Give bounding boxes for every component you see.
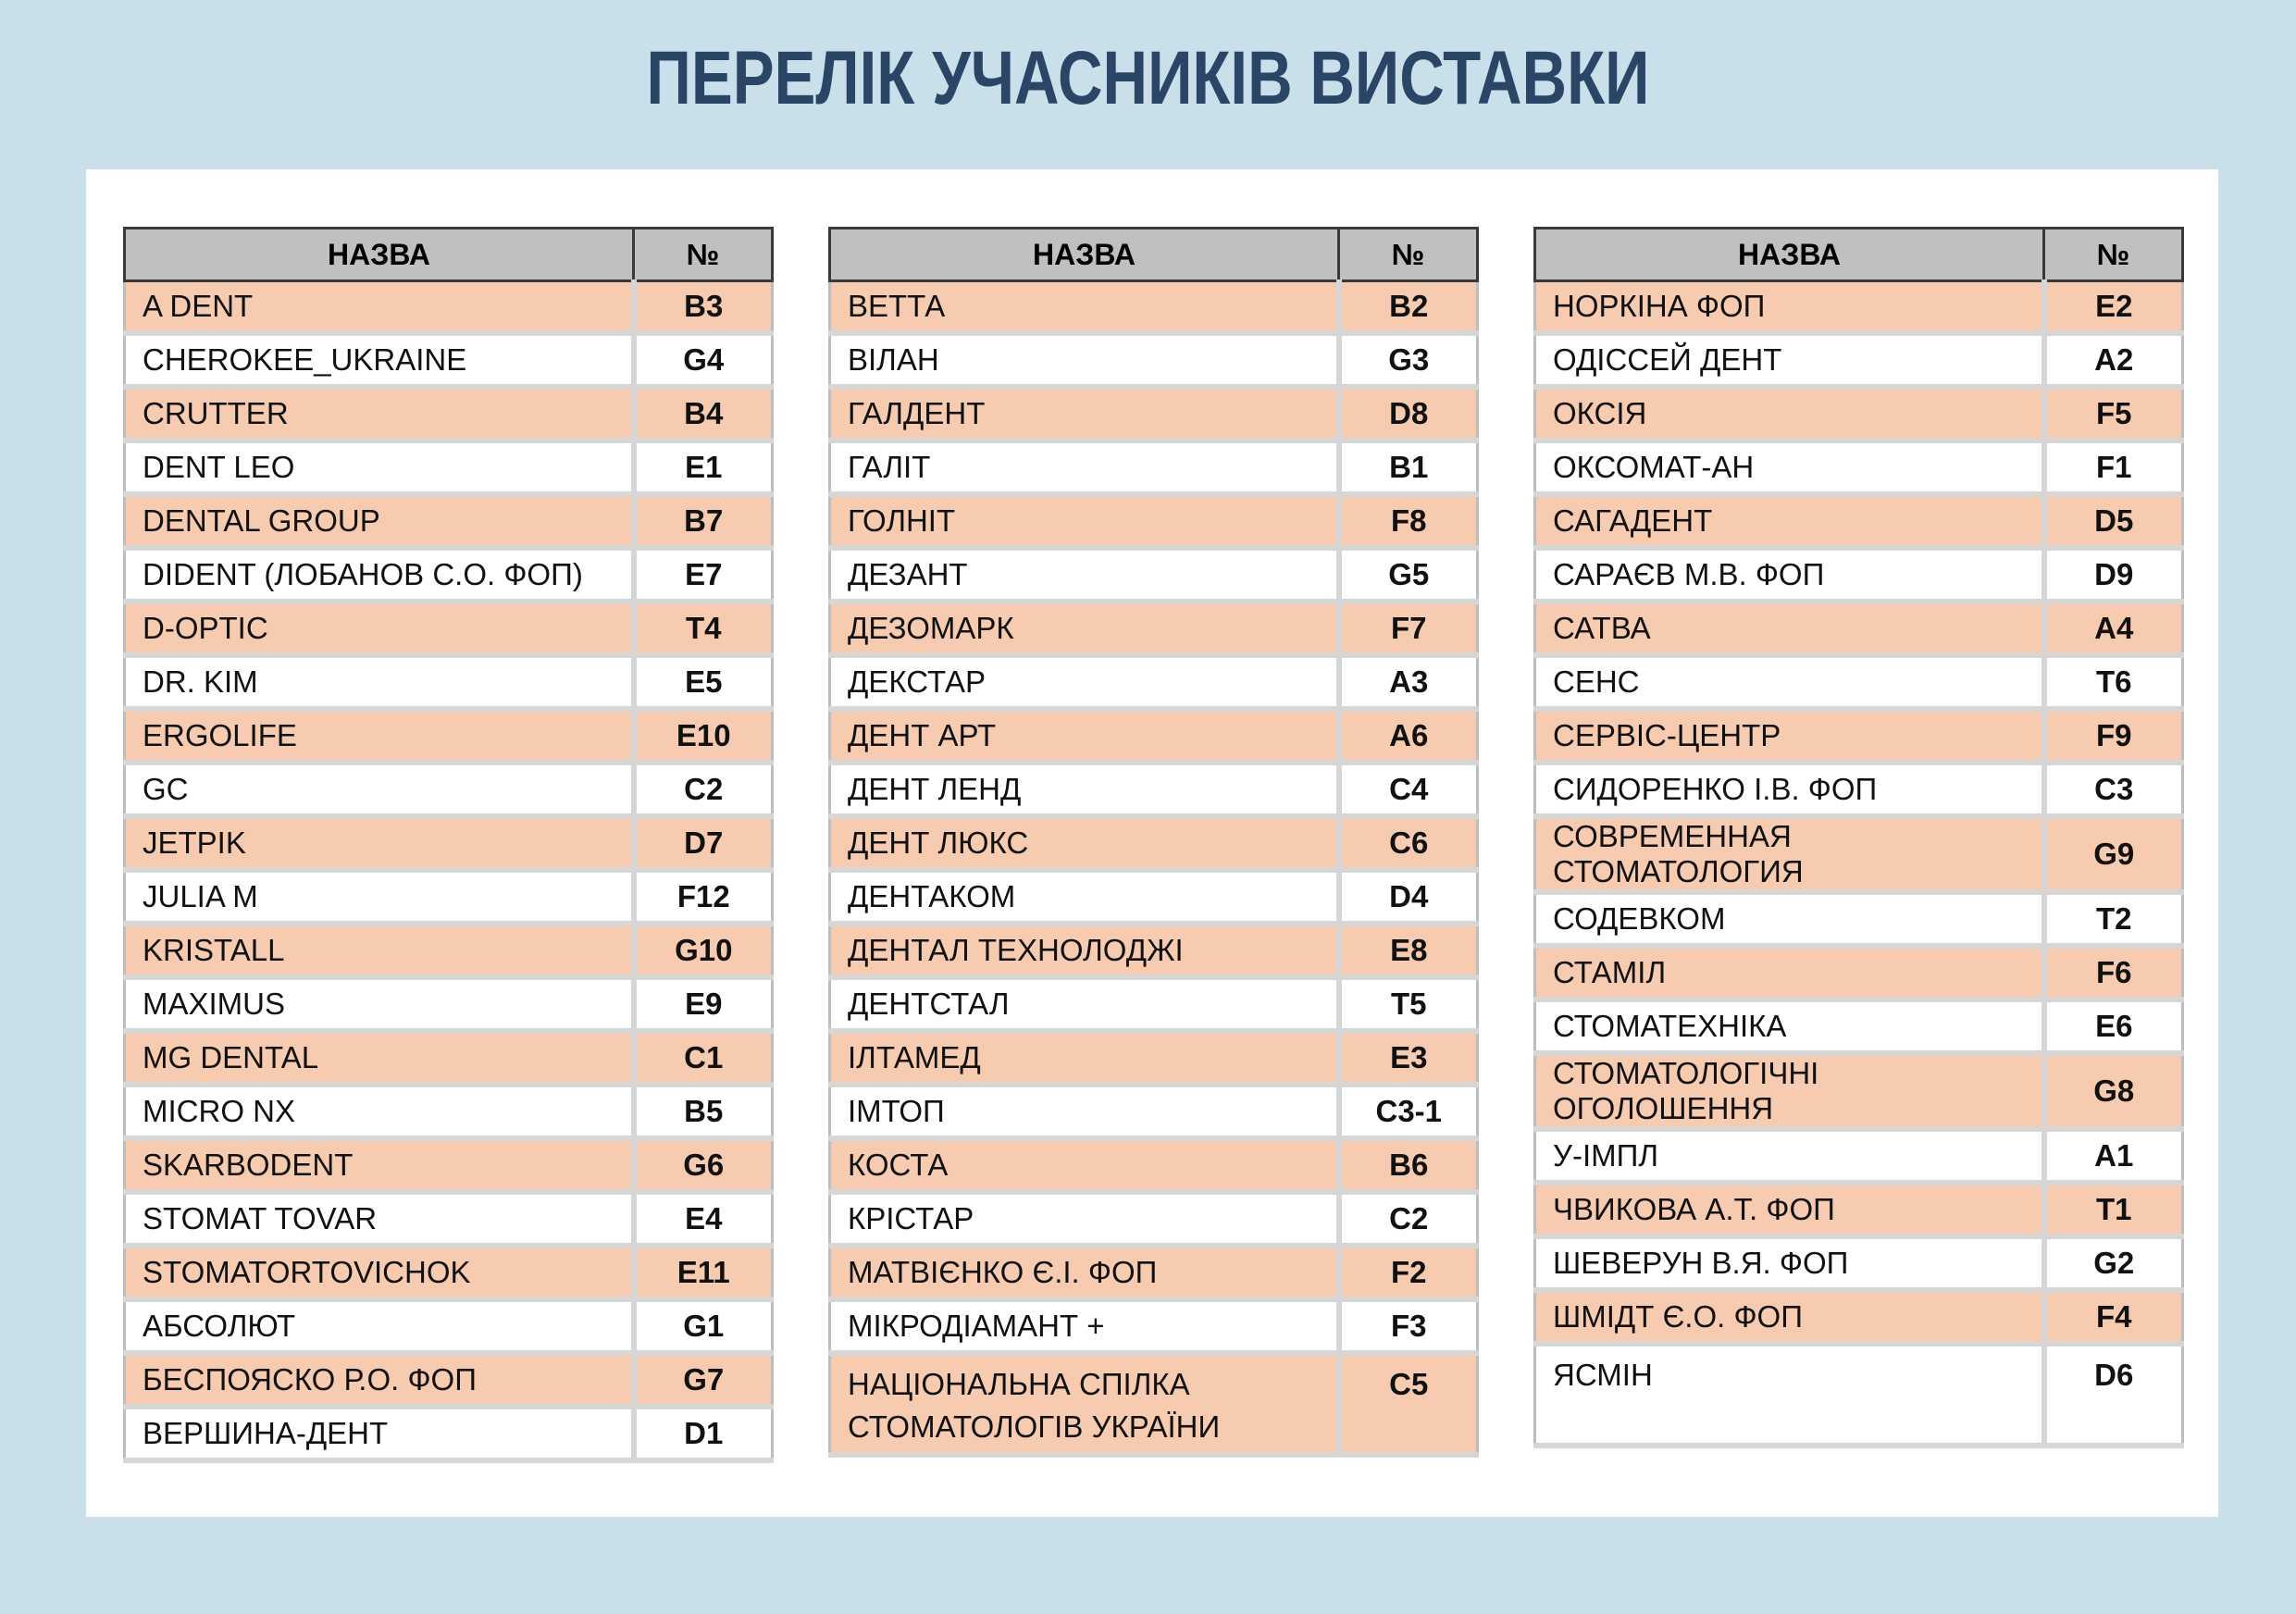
stand-number: D9 — [2044, 548, 2183, 602]
stand-number: G7 — [634, 1353, 773, 1407]
table-row — [1535, 441, 2183, 494]
stand-number: C1 — [634, 1031, 773, 1085]
table-row — [830, 1299, 1478, 1353]
exhibitor-name: СЕРВІС-ЦЕНТР — [1535, 709, 2044, 763]
table-row — [830, 655, 1478, 709]
table-row — [125, 1192, 773, 1246]
exhibitor-name: СИДОРЕНКО І.В. ФОП — [1535, 763, 2044, 816]
table-row — [830, 1246, 1478, 1299]
table-row — [125, 441, 773, 494]
table-row — [1535, 892, 2183, 946]
table-header — [1535, 229, 2183, 281]
table-row — [1535, 999, 2183, 1053]
stand-number: A1 — [2044, 1129, 2183, 1183]
stand-number: A3 — [1339, 655, 1478, 709]
exhibitor-name: У-ІМПЛ — [1535, 1129, 2044, 1183]
exhibitor-name: ДЕНТСТАЛ — [830, 977, 1339, 1031]
stand-number: C3 — [2044, 763, 2183, 816]
table-row — [830, 1192, 1478, 1246]
header-name: НАЗВА — [1535, 229, 2044, 281]
exhibitor-name: CHEROKEE_UKRAINE — [125, 333, 634, 387]
table-row — [125, 1353, 773, 1407]
table-row — [1535, 387, 2183, 441]
table-row — [830, 709, 1478, 763]
table-row — [1535, 281, 2183, 334]
header-num: № — [634, 229, 773, 281]
stand-number: T2 — [2044, 892, 2183, 946]
stand-number: G3 — [1339, 333, 1478, 387]
exhibitor-name: MAXIMUS — [125, 977, 634, 1031]
stand-number: F8 — [1339, 494, 1478, 548]
table-row — [125, 281, 773, 334]
exhibitor-name: JETPIK — [125, 816, 634, 870]
exhibitor-name: A DENT — [125, 281, 634, 334]
stand-number: B7 — [634, 494, 773, 548]
stand-number: C2 — [1339, 1192, 1478, 1246]
exhibitor-name: MICRO NX — [125, 1085, 634, 1138]
table-row — [830, 333, 1478, 387]
table-row — [830, 1031, 1478, 1085]
exhibitor-name: DENT LEO — [125, 441, 634, 494]
exhibitor-name: ШМІДТ Є.О. ФОП — [1535, 1290, 2044, 1344]
exhibitor-name: ГОЛНІТ — [830, 494, 1339, 548]
header-name: НАЗВА — [125, 229, 634, 281]
stand-number: A4 — [2044, 602, 2183, 655]
table-row — [830, 816, 1478, 870]
stand-number: E11 — [634, 1246, 773, 1299]
exhibitor-name: СЕНС — [1535, 655, 2044, 709]
stand-number: G4 — [634, 333, 773, 387]
exhibitor-name: АБСОЛЮТ — [125, 1299, 634, 1353]
table-row — [1535, 1129, 2183, 1183]
table-row — [830, 441, 1478, 494]
exhibitor-name: ШЕВЕРУН В.Я. ФОП — [1535, 1236, 2044, 1290]
exhibitor-name: ДЕНТАЛ ТЕХНОЛОДЖІ — [830, 924, 1339, 977]
table-row — [1535, 1053, 2183, 1129]
table-row — [125, 709, 773, 763]
stand-number: B6 — [1339, 1138, 1478, 1192]
stand-number: T1 — [2044, 1183, 2183, 1236]
stand-number: E5 — [634, 655, 773, 709]
stand-number: E7 — [634, 548, 773, 602]
exhibitor-name: DENTAL GROUP — [125, 494, 634, 548]
exhibitor-name: ДЕНТАКОМ — [830, 870, 1339, 924]
exhibitor-name: D-OPTIC — [125, 602, 634, 655]
exhibitor-name: ОКСОМАТ-АН — [1535, 441, 2044, 494]
exhibitor-name: ДЕНТ АРТ — [830, 709, 1339, 763]
table-row — [125, 1246, 773, 1299]
table-row — [125, 1407, 773, 1460]
exhibitor-name: СТАМІЛ — [1535, 946, 2044, 999]
exhibitor-name: МАТВІЄНКО Є.І. ФОП — [830, 1246, 1339, 1299]
stand-number: C5 — [1339, 1353, 1478, 1455]
table-row — [125, 333, 773, 387]
table-row — [125, 1299, 773, 1353]
stand-number: E9 — [634, 977, 773, 1031]
table-row — [1535, 602, 2183, 655]
exhibitor-name: САРАЄВ М.В. ФОП — [1535, 548, 2044, 602]
exhibitor-name: GC — [125, 763, 634, 816]
table-row — [830, 387, 1478, 441]
table-row — [830, 1353, 1478, 1455]
exhibitors-table-1 — [123, 227, 774, 1463]
table-row — [125, 548, 773, 602]
exhibitor-name: ВЕТТА — [830, 281, 1339, 334]
stand-number: D1 — [634, 1407, 773, 1460]
table-row — [125, 1138, 773, 1192]
exhibitor-name: DIDENT (ЛОБАНОВ С.О. ФОП) — [125, 548, 634, 602]
stand-number: D5 — [2044, 494, 2183, 548]
exhibitor-name: SKARBODENT — [125, 1138, 634, 1192]
table-row — [125, 870, 773, 924]
exhibitor-name: СТОМАТОЛОГІЧНІ ОГОЛОШЕННЯ — [1535, 1053, 2044, 1129]
stand-number: C4 — [1339, 763, 1478, 816]
stand-number: G1 — [634, 1299, 773, 1353]
table-row — [830, 924, 1478, 977]
stand-number: E2 — [2044, 281, 2183, 334]
stand-number: B1 — [1339, 441, 1478, 494]
exhibitor-name: КОСТА — [830, 1138, 1339, 1192]
table-row — [830, 494, 1478, 548]
exhibitor-name: JULIA M — [125, 870, 634, 924]
stand-number: F5 — [2044, 387, 2183, 441]
exhibitor-name: ІМТОП — [830, 1085, 1339, 1138]
exhibitor-name: ДЕЗОМАРК — [830, 602, 1339, 655]
table-row — [830, 602, 1478, 655]
table-row — [1535, 548, 2183, 602]
stand-number: E4 — [634, 1192, 773, 1246]
exhibitor-name: НОРКІНА ФОП — [1535, 281, 2044, 334]
stand-number: T5 — [1339, 977, 1478, 1031]
exhibitor-name: СТОМАТЕХНІКА — [1535, 999, 2044, 1053]
header-name: НАЗВА — [830, 229, 1339, 281]
stand-number: E8 — [1339, 924, 1478, 977]
stand-number: D6 — [2044, 1344, 2183, 1446]
stand-number: C2 — [634, 763, 773, 816]
table-header — [830, 229, 1478, 281]
stand-number: C3-1 — [1339, 1085, 1478, 1138]
table-row — [1535, 494, 2183, 548]
table-row — [125, 655, 773, 709]
stand-number: G8 — [2044, 1053, 2183, 1129]
page-title: ПЕРЕЛІК УЧАСНИКІВ ВИСТАВКИ — [646, 36, 1650, 120]
table-row — [125, 387, 773, 441]
table-row — [125, 1031, 773, 1085]
table-row — [1535, 1183, 2183, 1236]
stand-number: E10 — [634, 709, 773, 763]
stand-number: F2 — [1339, 1246, 1478, 1299]
table-row — [830, 1085, 1478, 1138]
stand-number: E3 — [1339, 1031, 1478, 1085]
exhibitor-name: МІКРОДІАМАНТ + — [830, 1299, 1339, 1353]
table-row — [125, 924, 773, 977]
exhibitor-name: ЯСМІН — [1535, 1344, 2044, 1446]
stand-number: E1 — [634, 441, 773, 494]
stand-number: D8 — [1339, 387, 1478, 441]
table-row — [125, 763, 773, 816]
stand-number: B2 — [1339, 281, 1478, 334]
exhibitor-name: ВІЛАН — [830, 333, 1339, 387]
stand-number: F9 — [2044, 709, 2183, 763]
table-row — [830, 281, 1478, 334]
table-row — [125, 816, 773, 870]
stand-number: F1 — [2044, 441, 2183, 494]
exhibitor-name: ДЕЗАНТ — [830, 548, 1339, 602]
table-row — [1535, 1236, 2183, 1290]
exhibitor-name: MG DENTAL — [125, 1031, 634, 1085]
exhibitor-name: ДЕНТ ЛЕНД — [830, 763, 1339, 816]
table-row — [125, 494, 773, 548]
stand-number: F7 — [1339, 602, 1478, 655]
stand-number: F6 — [2044, 946, 2183, 999]
table-row — [830, 977, 1478, 1031]
exhibitor-name: ОДІССЕЙ ДЕНТ — [1535, 333, 2044, 387]
stand-number: C6 — [1339, 816, 1478, 870]
table-row — [830, 763, 1478, 816]
table-row — [830, 548, 1478, 602]
exhibitor-name: СОВРЕМЕННАЯ СТОМАТОЛОГИЯ — [1535, 816, 2044, 892]
stand-number: B5 — [634, 1085, 773, 1138]
table-row — [1535, 763, 2183, 816]
exhibitor-name: ГАЛІТ — [830, 441, 1339, 494]
exhibitor-name: KRISTALL — [125, 924, 634, 977]
stand-number: T6 — [2044, 655, 2183, 709]
table-row — [125, 602, 773, 655]
exhibitor-name: НАЦІОНАЛЬНА СПІЛКА СТОМАТОЛОГІВ УКРАЇНИ — [830, 1353, 1339, 1455]
exhibitor-name: ДЕНТ ЛЮКС — [830, 816, 1339, 870]
exhibitor-name: ЧВИКОВА А.Т. ФОП — [1535, 1183, 2044, 1236]
exhibitor-name: ERGOLIFE — [125, 709, 634, 763]
exhibitors-table-2 — [828, 227, 1479, 1458]
stand-number: A6 — [1339, 709, 1478, 763]
table-row — [1535, 655, 2183, 709]
header-num: № — [2044, 229, 2183, 281]
table-row — [1535, 1344, 2183, 1446]
stand-number: D7 — [634, 816, 773, 870]
exhibitors-panel — [86, 169, 2218, 1517]
stand-number: A2 — [2044, 333, 2183, 387]
exhibitor-name: ОКСІЯ — [1535, 387, 2044, 441]
stand-number: T4 — [634, 602, 773, 655]
stand-number: F4 — [2044, 1290, 2183, 1344]
exhibitor-name: СОДЕВКОМ — [1535, 892, 2044, 946]
table-row — [1535, 816, 2183, 892]
table-row — [125, 1085, 773, 1138]
exhibitor-name: ІЛТАМЕД — [830, 1031, 1339, 1085]
exhibitor-name: КРІСТАР — [830, 1192, 1339, 1246]
exhibitor-name: ДЕКСТАР — [830, 655, 1339, 709]
table-row — [1535, 1290, 2183, 1344]
exhibitor-name: САТВА — [1535, 602, 2044, 655]
header-num: № — [1339, 229, 1478, 281]
exhibitor-name: САГАДЕНТ — [1535, 494, 2044, 548]
table-row — [1535, 333, 2183, 387]
stand-number: G9 — [2044, 816, 2183, 892]
table-row — [830, 1138, 1478, 1192]
exhibitor-name: STOMATORTOVICHOK — [125, 1246, 634, 1299]
exhibitors-table-3 — [1533, 227, 2184, 1448]
table-row — [830, 870, 1478, 924]
exhibitor-name: ГАЛДЕНТ — [830, 387, 1339, 441]
exhibitor-name: STOMAT TOVAR — [125, 1192, 634, 1246]
exhibitor-name: DR. KIM — [125, 655, 634, 709]
table-header — [125, 229, 773, 281]
stand-number: G6 — [634, 1138, 773, 1192]
table-row — [1535, 946, 2183, 999]
stand-number: G2 — [2044, 1236, 2183, 1290]
exhibitor-name: CRUTTER — [125, 387, 634, 441]
exhibitor-name: ВЕРШИНА-ДЕНТ — [125, 1407, 634, 1460]
stand-number: B4 — [634, 387, 773, 441]
stand-number: G5 — [1339, 548, 1478, 602]
stand-number: B3 — [634, 281, 773, 334]
exhibitor-name: БЕСПОЯСКО Р.О. ФОП — [125, 1353, 634, 1407]
stand-number: D4 — [1339, 870, 1478, 924]
stand-number: G10 — [634, 924, 773, 977]
table-row — [125, 977, 773, 1031]
stand-number: F3 — [1339, 1299, 1478, 1353]
table-row — [1535, 709, 2183, 763]
stand-number: F12 — [634, 870, 773, 924]
stand-number: E6 — [2044, 999, 2183, 1053]
